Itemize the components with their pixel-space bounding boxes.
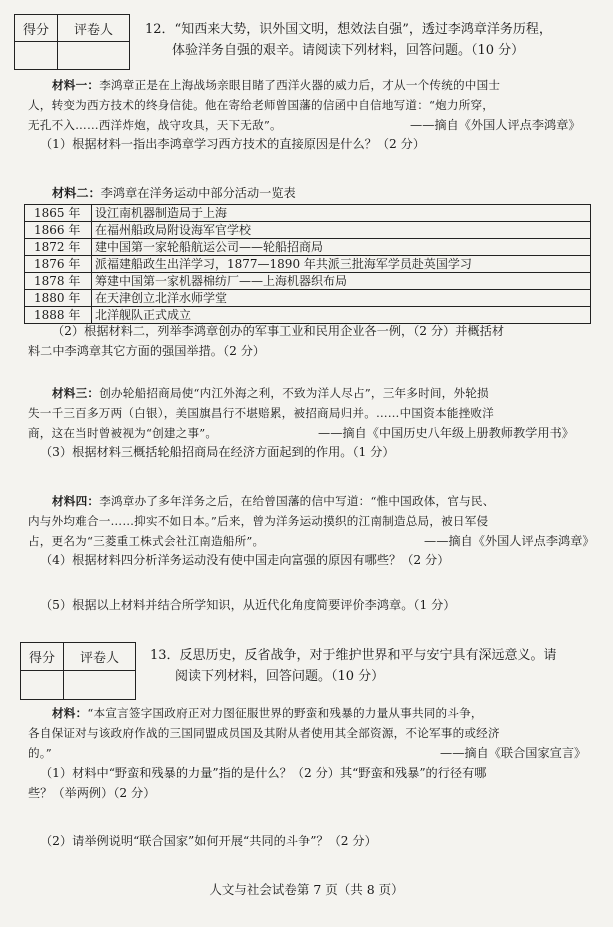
- q12-sub3: （3）根据材料三概括轮船招商局在经济方面起到的作用。（1 分）: [40, 445, 395, 459]
- material-text: 创办轮船招商局使“内江外海之利，不致为洋人尽占”，三年多时间，外轮损: [99, 386, 489, 400]
- q12-material1-line2: 人，转变为西方技术的终身信徒。他在寄给老师曾国藩的信函中自信地写道：“炮力所穿，: [28, 98, 495, 112]
- q13-material-line3: 的。”: [28, 746, 52, 760]
- table-cell-year: 1878 年: [25, 273, 92, 290]
- grader-label: 评卷人: [58, 15, 130, 42]
- grader-input-cell[interactable]: [64, 671, 136, 700]
- q12-material3-line2: 失一千三百多万两（白银），美国旗昌行不堪赔累，被招商局归并。……中国资本能挫败洋: [28, 406, 494, 420]
- score-input-cell[interactable]: [15, 42, 58, 70]
- q12-material4-line3: 占，更名为“三菱重工株式会社江南造船所”。: [28, 534, 265, 548]
- score-box-q13: [20, 642, 136, 700]
- q12-material3-line3: 商，这在当时曾被视为“创建之事”。: [28, 426, 218, 440]
- q13-material-line1: [52, 704, 483, 723]
- q12-material1-line3: 无孔不入……西洋炸炮，战守攻具，天下无敌”。: [28, 118, 282, 132]
- q12-material4-line1: [52, 492, 495, 511]
- q13-sub2: （2）请举例说明“联合国家”如何开展“共同的斗争”？（2 分）: [40, 834, 377, 848]
- q12-sub5: （5）根据以上材料并结合所学知识，从近代化角度简要评价李鸿章。（1 分）: [40, 598, 456, 612]
- table-row: [25, 222, 591, 239]
- material-label: 材料二：: [52, 186, 101, 200]
- table-cell-year: 1866 年: [25, 222, 92, 239]
- q13-sub1-line1: （1）材料中“野蛮和残暴的力量”指的是什么？（2 分）其“野蛮和残暴”的行径有哪: [40, 766, 487, 780]
- table-row: [25, 256, 591, 273]
- q12-material1-line1: [52, 76, 500, 95]
- material-text: “本宣言签字国政府正对力图征服世界的野蛮和残暴的力量从事共同的斗争，: [87, 706, 483, 720]
- q12-material3-line1: [52, 384, 489, 403]
- table-cell-event: 筹建中国第一家机器棉纺厂——上海机器织布局: [92, 273, 591, 290]
- table-row: [25, 290, 591, 307]
- table-cell-year: 1865 年: [25, 205, 92, 222]
- material-label: 材料一：: [52, 78, 100, 92]
- q12-material1-source: ——摘自《外国人评点李鸿章》: [410, 118, 581, 132]
- table-cell-year: 1888 年: [25, 307, 92, 324]
- q12-sub1: （1）根据材料一指出李鸿章学习西方技术的直接原因是什么？（2 分）: [40, 137, 426, 151]
- material-text: 李鸿章办了多年洋务之后，在给曾国藩的信中写道：“惟中国政体，官与民、: [99, 494, 495, 508]
- table-cell-event: 设江南机器制造局于上海: [92, 205, 591, 222]
- score-label: 得分: [21, 643, 64, 671]
- table-row: [25, 307, 591, 324]
- table-cell-event: 在天津创立北洋水师学堂: [92, 290, 591, 307]
- score-label: 得分: [15, 15, 58, 42]
- grader-label: 评卷人: [64, 643, 136, 671]
- q12-material4-source: ——摘自《外国人评点李鸿章》: [424, 534, 595, 548]
- q12-title-line2: 体验洋务自强的艰辛。请阅读下列材料，回答问题。（10 分）: [172, 43, 525, 58]
- table-cell-year: 1872 年: [25, 239, 92, 256]
- table-title: 李鸿章在洋务运动中部分活动一览表: [100, 186, 296, 200]
- q13-title-line2: 阅读下列材料，回答问题。（10 分）: [175, 669, 385, 684]
- q12-material4-line2: 内与外均难合一……抑实不如日本。”后来，曾为洋务运动摸织的江南制造总局，被日军侵: [28, 514, 489, 528]
- q12-material3-source: ——摘自《中国历史八年级上册教师教学用书》: [318, 426, 574, 440]
- table-cell-year: 1876 年: [25, 256, 92, 273]
- page-footer: 人文与社会试卷第 7 页（共 8 页）: [209, 882, 404, 897]
- q13-material-source: ——摘自《联合国家宣言》: [440, 746, 587, 760]
- table-row: [25, 205, 591, 222]
- material-text: 李鸿章正是在上海战场亲眼目睹了西洋火器的威力后，才从一个传统的中国士: [99, 78, 501, 92]
- q13-sub1-line2: 些？（举两例）（2 分）: [28, 786, 156, 800]
- material-label: 材料三：: [52, 386, 100, 400]
- table-row: [25, 239, 591, 256]
- table-cell-year: 1880 年: [25, 290, 92, 307]
- table-row: [25, 273, 591, 290]
- table-cell-event: 北洋舰队正式成立: [92, 307, 591, 324]
- material-label: 材料：: [52, 706, 88, 720]
- q12-sub2-line2: 料二中李鸿章其它方面的强国举措。（2 分）: [28, 344, 266, 358]
- q12-sub4: （4）根据材料四分析洋务运动没有使中国走向富强的原因有哪些？（2 分）: [40, 553, 450, 567]
- q13-material-line2: 各自保证对与该政府作战的三国同盟成员国及其附从者使用其全部资源，不论军事的或经济: [28, 726, 500, 740]
- table-cell-event: 建中国第一家轮船航运公司——轮船招商局: [92, 239, 591, 256]
- score-box-q12: [14, 14, 130, 70]
- q13-title-line1: 13．反思历史，反省战争，对于维护世界和平与安宁具有深远意义。请: [150, 648, 557, 663]
- table-cell-event: 在福州船政局附设海军官学校: [92, 222, 591, 239]
- q12-title-line1: 12．“知西来大势，识外国文明，想效法自强”，透过李鸿章洋务历程，: [145, 22, 552, 37]
- activities-table: [24, 204, 591, 324]
- material-label: 材料四：: [52, 494, 100, 508]
- q12-material2-heading: [52, 184, 296, 203]
- q12-sub2-line1: （2）根据材料二，列举李鸿章创办的军事工业和民用企业各一例，（2 分）并概括材: [52, 324, 505, 338]
- score-input-cell[interactable]: [21, 671, 64, 700]
- table-cell-event: 派福建船政生出洋学习，1877—1890 年共派三批海军学员赴英国学习: [92, 256, 591, 273]
- grader-input-cell[interactable]: [58, 42, 130, 70]
